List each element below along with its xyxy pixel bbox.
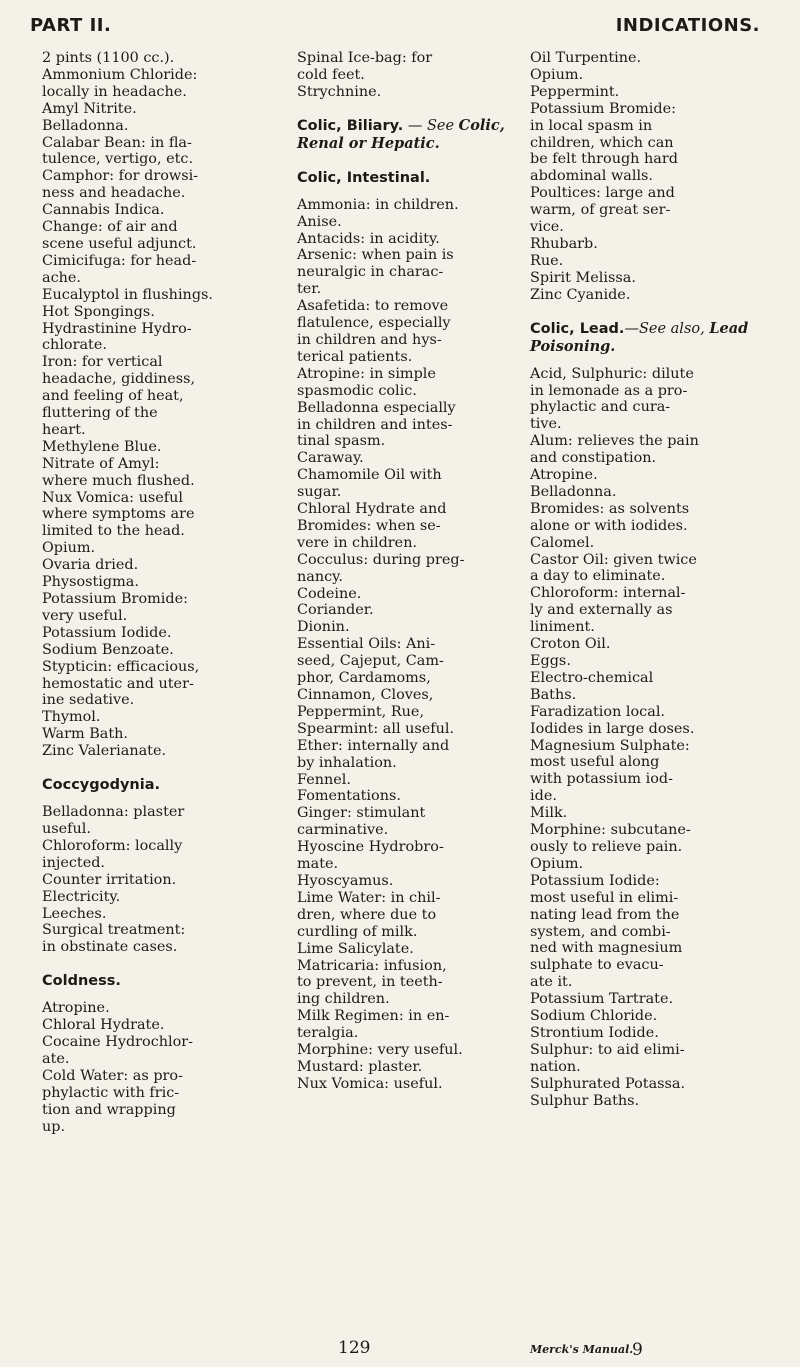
entry-line: curdling of milk. <box>297 923 418 940</box>
entry-line: Arsenic: when pain is <box>297 247 454 264</box>
entry-line: Alum: relieves the pain <box>530 433 699 450</box>
entry-line: in children and intes- <box>297 416 453 433</box>
entry-line: Rue. <box>530 252 564 269</box>
entry-line: Hot Spongings. <box>42 303 155 320</box>
entry-line: Nitrate of Amyl: <box>42 455 160 472</box>
entry-line: Codeine. <box>297 585 362 602</box>
entry-line: liniment. <box>530 619 595 636</box>
entry-line: Bromides: when se- <box>297 517 441 534</box>
heading-title: Coldness. <box>42 973 121 990</box>
entry-line: ously to relieve pain. <box>530 838 683 855</box>
entry-line: Sodium Chloride. <box>530 1008 658 1025</box>
section-heading <box>530 320 770 356</box>
entry-line: phylactic and cura- <box>530 399 671 416</box>
entry-line: Ammonia: in children. <box>297 196 459 213</box>
entry-line: ness and headache. <box>42 185 186 202</box>
entry-line: Chloral Hydrate. <box>42 1017 165 1034</box>
entry-line: Belladonna. <box>530 483 617 500</box>
page-footer <box>0 1338 800 1362</box>
entry-line: sugar. <box>297 484 342 501</box>
entry-line: Cimicifuga: for head- <box>42 252 197 269</box>
entry-line: mate. <box>297 856 339 873</box>
entry-line: where symptoms are <box>42 506 195 523</box>
entry-line: phylactic with fric- <box>42 1084 180 1101</box>
entry-line: Milk Regimen: in en- <box>297 1008 450 1025</box>
entry-line: ine sedative. <box>42 692 135 709</box>
entry-line: Thymol. <box>42 709 101 726</box>
section-heading <box>297 117 517 153</box>
entry-line: Potassium Tartrate. <box>530 991 674 1008</box>
entry-line: tive. <box>530 416 562 433</box>
entry-line: in obstinate cases. <box>42 939 178 956</box>
entry-line: Potassium Bromide: <box>42 591 188 607</box>
entry-line: Belladonna: plaster <box>42 804 185 821</box>
entry-line: Stypticin: efficacious, <box>42 658 200 675</box>
entry-line: vere in children. <box>297 534 418 551</box>
entry-line: up. <box>42 1118 66 1135</box>
entry-line: warm, of great ser- <box>530 202 671 219</box>
entry-line: tulence, vertigo, etc. <box>42 151 194 168</box>
entry-line: Oil Turpentine. <box>530 50 642 66</box>
entry-line: with potassium iod- <box>530 771 673 788</box>
entry-line: Electricity. <box>42 888 121 905</box>
entry-line: Magnesium Sulphate: <box>530 737 690 754</box>
entry-line: Asafetida: to remove <box>297 298 449 315</box>
entry-line: Atropine. <box>42 1000 110 1017</box>
entry-line: cold feet. <box>297 66 365 83</box>
entry-line: Hyoscine Hydrobro- <box>297 839 444 856</box>
entry-line: locally in headache. <box>42 83 187 100</box>
entry-line: Matricaria: infusion, <box>297 957 447 974</box>
entry-line: Opium. <box>42 540 96 557</box>
entry-line: fluttering of the <box>42 405 158 422</box>
entry-line: Zinc Cyanide. <box>530 286 631 303</box>
heading-title: Colic, Biliary. <box>297 117 404 134</box>
column-2 <box>297 50 517 1093</box>
entry-line: headache, giddiness, <box>42 371 196 388</box>
cross-reference: Colic, Renal or Hepatic. <box>297 116 505 152</box>
entry-line: in children and hys- <box>297 331 442 348</box>
entry-line: Poultices: large and <box>530 185 675 202</box>
entry-line: Atropine. <box>530 467 598 484</box>
cross-reference-prefix: —See also, <box>624 320 710 337</box>
entry-line: Cannabis Indica. <box>42 202 165 219</box>
entry-line: Bromides: as solvents <box>530 500 690 517</box>
cross-reference: Lead Poisoning. <box>530 319 749 355</box>
entry-line: phor, Cardamoms, <box>297 670 431 687</box>
entry-line: Strontium Iodide. <box>530 1024 659 1041</box>
entry-line: ate it. <box>530 974 573 991</box>
cross-reference-prefix: — See <box>403 117 459 134</box>
entry-line: to prevent, in teeth- <box>297 974 443 991</box>
entry-line: Amyl Nitrite. <box>42 100 137 117</box>
entry-line: Hyoscyamus. <box>297 872 394 889</box>
entry-line: Hydrastinine Hydro- <box>42 320 192 337</box>
heading-title: Colic, Intestinal. <box>297 169 431 186</box>
section-heading <box>297 169 517 187</box>
entry-line: Lime Salicylate. <box>297 940 414 957</box>
entry-line: ter. <box>297 281 322 298</box>
entry-line: Anise. <box>297 213 342 230</box>
entry-line: terical patients. <box>297 348 413 365</box>
entry-line: flatulence, especially <box>297 315 451 332</box>
entry-line: Eggs. <box>530 653 571 669</box>
entry-line: Ginger: stimulant <box>297 805 426 822</box>
entry-line: Zinc Valerianate. <box>42 743 167 760</box>
entry-line: hemostatic and uter- <box>42 675 194 692</box>
entry-line: Belladonna. <box>42 117 129 134</box>
entry-line: Dionin. <box>297 619 350 636</box>
entry-line: Methylene Blue. <box>42 438 162 455</box>
entry-line: nancy. <box>297 568 343 585</box>
entry-line: Iron: for vertical <box>42 354 163 371</box>
entry-line: Ether: internally and <box>297 737 450 754</box>
entry-line: Morphine: subcutane- <box>530 822 691 839</box>
entry-line: Atropine: in simple <box>297 365 436 382</box>
entry-line: tion and wrapping <box>42 1101 176 1118</box>
entry-line: Lime Water: in chil- <box>297 889 441 906</box>
entry-line: Nux Vomica: useful <box>42 489 183 506</box>
entry-line: Strychnine. <box>297 83 382 100</box>
entry-line: Iodides in large doses. <box>530 720 695 737</box>
entry-line: limited to the head. <box>42 523 185 540</box>
entry-line: Warm Bath. <box>42 726 128 743</box>
entry-line: Rhubarb. <box>530 235 598 252</box>
entry-line: neuralgic in charac- <box>297 264 444 281</box>
entry-line: Spirit Melissa. <box>530 269 636 286</box>
entry-line: Sodium Benzoate. <box>42 641 174 658</box>
entry-line: Fomentations. <box>297 788 401 805</box>
entry-line: Spearmint: all useful. <box>297 720 455 737</box>
entry-line: most useful along <box>530 754 660 771</box>
entry-line: in lemonade as a pro- <box>530 382 688 399</box>
entry-line: Cocaine Hydrochlor- <box>42 1034 194 1051</box>
entry-line: nation. <box>530 1058 581 1075</box>
imprint: Merck's Manual. <box>530 1343 634 1356</box>
entry-line: tinal spasm. <box>297 433 386 450</box>
entry-line: injected. <box>42 854 105 871</box>
section-heading <box>42 776 257 794</box>
entry-line: heart. <box>42 421 86 438</box>
entry-line: most useful in elimi- <box>530 889 679 906</box>
entry-line: Fennel. <box>297 771 351 788</box>
entry-line: where much flushed. <box>42 472 195 489</box>
entry-line: Opium. <box>530 66 584 83</box>
entry-line: a day to eliminate. <box>530 568 666 585</box>
entry-line: scene useful adjunct. <box>42 235 197 252</box>
entry-line: dren, where due to <box>297 906 437 923</box>
entry-line: children, which can <box>530 134 674 151</box>
entry-line: Ovaria dried. <box>42 557 139 574</box>
entry-line: Cocculus: during preg- <box>297 551 465 568</box>
entry-line: Croton Oil. <box>530 636 611 653</box>
entry-line: Potassium Iodide: <box>530 872 660 889</box>
entry-line: and feeling of heat, <box>42 388 184 405</box>
running-header <box>30 8 760 42</box>
entry-line: Electro-chemical <box>530 669 654 686</box>
entry-line: and constipation. <box>530 450 657 467</box>
entry-line: abdominal walls. <box>530 168 654 185</box>
entry-line: Counter irritation. <box>42 871 177 888</box>
entry-line: Chloral Hydrate and <box>297 501 447 518</box>
entry-line: Chloroform: internal- <box>530 585 686 602</box>
column-3 <box>530 50 770 1109</box>
entry-line: very useful. <box>42 607 128 624</box>
entry-line: Cinnamon, Cloves, <box>297 687 434 703</box>
entry-line: Belladonna especially <box>297 399 456 416</box>
entry-line: Peppermint, Rue, <box>297 703 425 720</box>
entry-line: Calabar Bean: in fla- <box>42 134 192 151</box>
entry-line: alone or with iodides. <box>530 517 688 534</box>
entry-line: Sulphurated Potassa. <box>530 1075 686 1092</box>
signature-mark: 9 <box>632 1340 643 1360</box>
entry-line: Sulphur: to aid elimi- <box>530 1041 685 1058</box>
entry-line: in local spasm in <box>530 117 653 134</box>
entry-line: seed, Cajeput, Cam- <box>297 653 444 670</box>
header-section: INDICATIONS. <box>615 14 760 36</box>
entry-line: Peppermint. <box>530 83 620 100</box>
entry-line: Ammonium Chloride: <box>42 66 198 83</box>
entry-line: sulphate to evacu- <box>530 957 664 974</box>
entry-line: Essential Oils: Ani- <box>297 636 436 653</box>
heading-title: Coccygodynia. <box>42 777 161 794</box>
entry-line: Eucalyptol in flushings. <box>42 286 213 303</box>
entry-line: ache. <box>42 269 81 286</box>
entry-line: 2 pints (1100 cc.). <box>42 50 175 66</box>
entry-line: Caraway. <box>297 450 364 467</box>
entry-line: Surgical treatment: <box>42 922 186 939</box>
entry-line: system, and combi- <box>530 923 671 940</box>
heading-title: Colic, Lead. <box>530 320 625 337</box>
entry-line: ing children. <box>297 991 390 1008</box>
entry-line: ned with magnesium <box>530 940 683 957</box>
entry-line: Coriander. <box>297 602 374 619</box>
entry-line: nating lead from the <box>530 906 680 923</box>
entry-line: Castor Oil: given twice <box>530 551 697 568</box>
entry-line: Potassium Iodide. <box>42 624 172 641</box>
entry-line: Camphor: for drowsi- <box>42 168 199 185</box>
entry-line: Chloroform: locally <box>42 837 183 854</box>
entry-line: Physostigma. <box>42 574 139 591</box>
entry-line: teralgia. <box>297 1025 359 1042</box>
entry-line: carminative. <box>297 822 389 839</box>
entry-line: Mustard: plaster. <box>297 1058 423 1075</box>
entry-line: Chamomile Oil with <box>297 467 442 484</box>
entry-line: Calomel. <box>530 534 595 551</box>
entry-line: Leeches. <box>42 905 107 922</box>
entry-line: Sulphur Baths. <box>530 1092 640 1109</box>
entry-line: Potassium Bromide: <box>530 100 676 117</box>
entry-line: ly and externally as <box>530 602 673 619</box>
entry-line: Nux Vomica: useful. <box>297 1075 443 1092</box>
entry-line: Spinal Ice-bag: for <box>297 50 433 66</box>
entry-line: Milk. <box>530 805 568 822</box>
entry-line: spasmodic colic. <box>297 382 417 399</box>
entry-line: Opium. <box>530 855 584 872</box>
page-number: 129 <box>338 1338 371 1358</box>
entry-line: Change: of air and <box>42 219 178 236</box>
header-part: PART II. <box>30 14 112 36</box>
entry-line: Morphine: very useful. <box>297 1042 463 1059</box>
entry-line: Acid, Sulphuric: dilute <box>530 365 694 382</box>
entry-line: Baths. <box>530 686 577 703</box>
entry-line: Cold Water: as pro- <box>42 1067 183 1084</box>
entry-line: ate. <box>42 1050 70 1067</box>
entry-line: chlorate. <box>42 337 107 354</box>
entry-line: useful. <box>42 820 91 837</box>
entry-line: Antacids: in acidity. <box>297 230 440 247</box>
column-1 <box>42 50 257 1135</box>
entry-line: ide. <box>530 788 557 805</box>
entry-line: Faradization local. <box>530 703 665 720</box>
entry-line: vice. <box>530 219 564 236</box>
section-heading <box>42 972 257 990</box>
entry-line: by inhalation. <box>297 754 397 771</box>
entry-line: be felt through hard <box>530 151 678 168</box>
